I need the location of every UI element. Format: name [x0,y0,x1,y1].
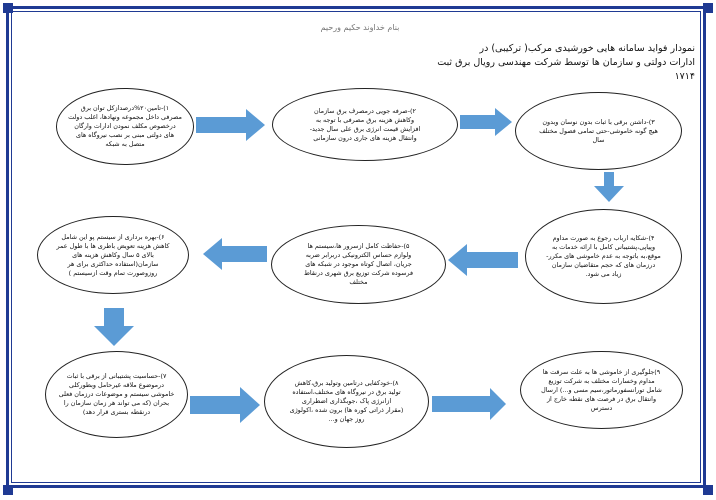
arrow-right-1-2 [196,109,265,141]
arrow-right-8-9 [432,388,506,420]
arrow-down-6-7 [94,308,134,346]
node-9-text: ۹)جلوگیری از خاموشی ها به علت سرقت ها مداوم وخسارات مختلف به شرکت توزیع شامل تورانسفورماتور،سیم مسی و...) ارسال وانتقال برق در فرصت های نقطه خارج از دسترس [541,367,662,412]
arrow-right-2-3 [460,108,512,136]
arrow-right-7-8 [190,387,260,423]
arrow-left-5-6 [203,238,267,270]
arrow-left-4-5 [448,244,518,276]
diagram-title: نمودار فواید سامانه هایی خورشیدی مرکب( ترکیبی) در ادارات دولتی و سازمان ها توسط شرکت مهندسی رویال برق ثبت ۱۷۱۴ [437,43,695,82]
node-7-text: ۷)-حساسیت پشتیبانی از برقی با ثبات درموضوع ملاقه غیرحامل وبطورکلی خاموشی سیستم و موضوعات درزمان فعلی بحران (که می تواند هر زمان سازمان را درنقطه بستری قرار دهد) [58,372,175,416]
node-8-text: ۸)-خودکفایی درتامین وتولید برق،کاهش تولید برق در نیروگاه های مختلف،استفاده ازانرژی پاک ،جوبگذاری اضطراری (مقرار ذراتی کوره ها) برون شده ،اکولوژی روز جهان و... [289,379,404,423]
node-4-text: ۴)-شکایه ارباب رجوع به صورت مداوم وپیاپی،پشتیبانی کامل با ارائه خدمات به موقع،به باتوجه به عدم خاموشی های مکرر- درزمان های که حجم متقاضیان سازمان زیاد می شود. [546,234,661,278]
arrow-down-3-4 [594,172,624,202]
node-1-text: ۱)-تامین۲۰%درصدازکل توان برق مصرفی داخل مجموعه ونهادها، اغلب دولت درخصوص مکلف نمودن ادارات وارگان های دولتی مبنی بر نصب نیروگاه های متصل به شبکه [68,104,182,148]
node-3-text: ۳)-داشتن برقی با ثبات بدون نوسان وبدون هیچ گونه خاموشی-حتی تمامی فصول مختلف سال [539,117,658,144]
node-5-text: ۵)-حفاظت کامل ازسرور ها،سیستم ها ولوازم حساس الکترونیکی دربرابر ضربه جریان، اتصال کوتاه موجود در شبکه های فرسوده شرکت توزیع برق شهری درنقاط مختلف [303,242,414,286]
node-2-text: ۲)-صرفه جویی درمصرف برق سازمان وکاهش هزینه برق مصرفی با توجه به افزایش قیمت انرژی برق علی سال جدید- وانتقال هزینه های جاری درون سازمانی [309,106,421,142]
node-6-text: ۶)-بهره برداری از سیستم پو این شامل کاهش هزینه تعویض باطری ها با طول عمر بالای ۵ سال وکاهش هزینه های سازمان(استفاده حداکثری برای هر روزوصورت تمام وقت ازسیستم ) [56,232,170,277]
document-heading: بنام خداوند حکیم ورحیم [320,23,400,32]
